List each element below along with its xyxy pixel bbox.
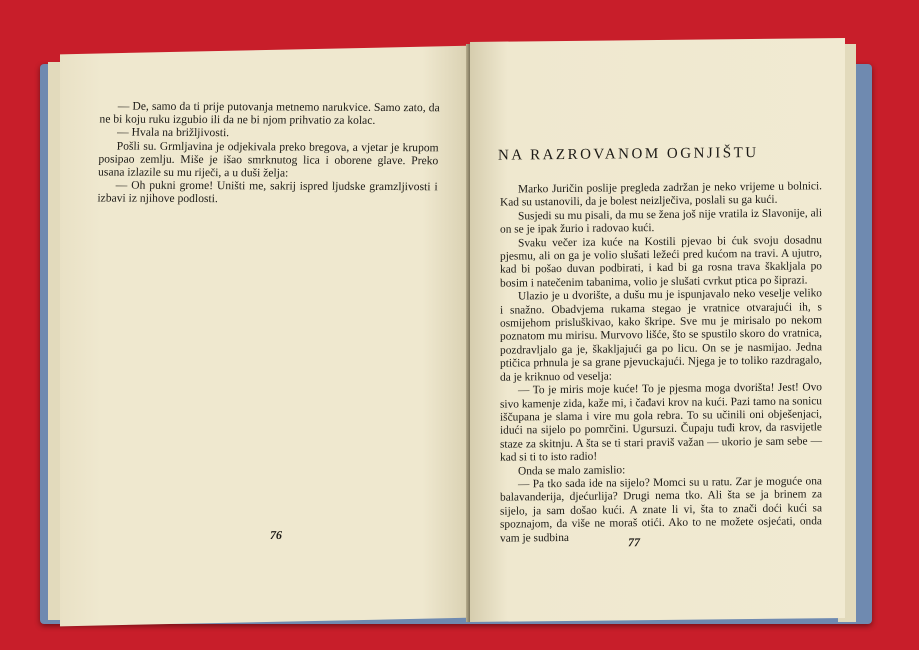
paragraph: Svaku večer iza kuće na Kostili pjevao bi ćuk svoju dosadnu pjesmu, ali on ga je volio slušati ležeći pred kućom na travi. A ujutro, kad bi pošao duvan podbirati, i kad bi ga rosna trava škakljala po bosim i natečenim tabanima, volio je slušati cvrkut ptica po šiprazi. (500, 233, 822, 290)
paragraph: — Hvala na brižljivosti. (116, 125, 230, 140)
paragraph: Susjedi su mu pisali, da mu se žena još nije vratila iz Slavonije, ali on se je ipak žurio i radovao kući. (500, 207, 822, 236)
paragraph: Ulazio je u dvorište, a dušu mu je ispunjavalo neko veselje veliko i snažno. Obadvjema rukama stegao je vratnice otvarajući ih, s osmijehom prisluškivao, kako škripe. Sve mu je mirisalo po nekom poznatom mu mirisu. Murvovo lišće, što se spustilo skoro do vratnica, pozdravljalo ga je, škakljajući ga po licu. On se je nasmijao. Jedna ptičica prhnula je sa grane pjevuckajući. Njega je to toliko razdragalo, da je kriknuo od veselja: (500, 287, 822, 384)
left-page-text (97, 99, 440, 206)
left-page (60, 46, 472, 627)
page-number-left: 76 (269, 527, 283, 542)
right-page-text (500, 180, 822, 545)
paragraph: — Pa tko sada ide na sijelo? Momci su u ratu. Zar je moguće ona balavanderija, djećurlija? Drugi nema tko. Ali šta se ja brinem za sijelo, ja sam došao kući. A znate li vi, šta to znači doći kući sa spoznajom, da više ne moraš otići. Ako to ne možete osjećati, onda vam je sudbina (500, 475, 822, 545)
chapter-title: NA RAZROVANOM OGNJIŠTU (498, 144, 759, 164)
paragraph: Pošli su. Grmljavina je odjekivala preko bregova, a vjetar je krupom posipao zemlju. Miše je išao smrknutog lica i oborene glave. Preko usana izlazile su mu riječi, a u duši želja: (97, 139, 439, 180)
paragraph: — To je miris moje kuće! To je pjesma moga dvorišta! Jest! Ovo sivo kamenje zida, kaže mi, i čađavi krov na kući. Pazi tamo na sonicu iščupana je slama i vire mu gola rebra. To su učinili oni obješenjaci, idući na sijelo po pomrčini. Ugursuzi. Čupaju tuđi krov, da rasvijetle staze za skitnju. A šta se ti stari praviš važan — ukorio je sam sebe — kad si ti to isto radio! (500, 381, 822, 464)
paragraph: Marko Juričin poslije pregleda zadržan je neko vrijeme u bolnici. Kad su ustanovili, da je bolest neizlječiva, poslali su ga kući. (500, 180, 822, 210)
page-number-right: 77 (628, 535, 640, 550)
paragraph: Onda se malo zamislio: (518, 463, 626, 477)
paragraph: — Oh pukni grome! Uništi me, sakrij ispred ljudske gramzljivosti i izbavi iz njihove podlosti. (97, 178, 438, 206)
paragraph: — De, samo da ti prije putovanja metnemo narukvice. Samo zato, da ne bi koju ruku izgubio ili da ne bi njom prihvatio za kolac. (99, 99, 440, 128)
right-page (470, 38, 845, 622)
